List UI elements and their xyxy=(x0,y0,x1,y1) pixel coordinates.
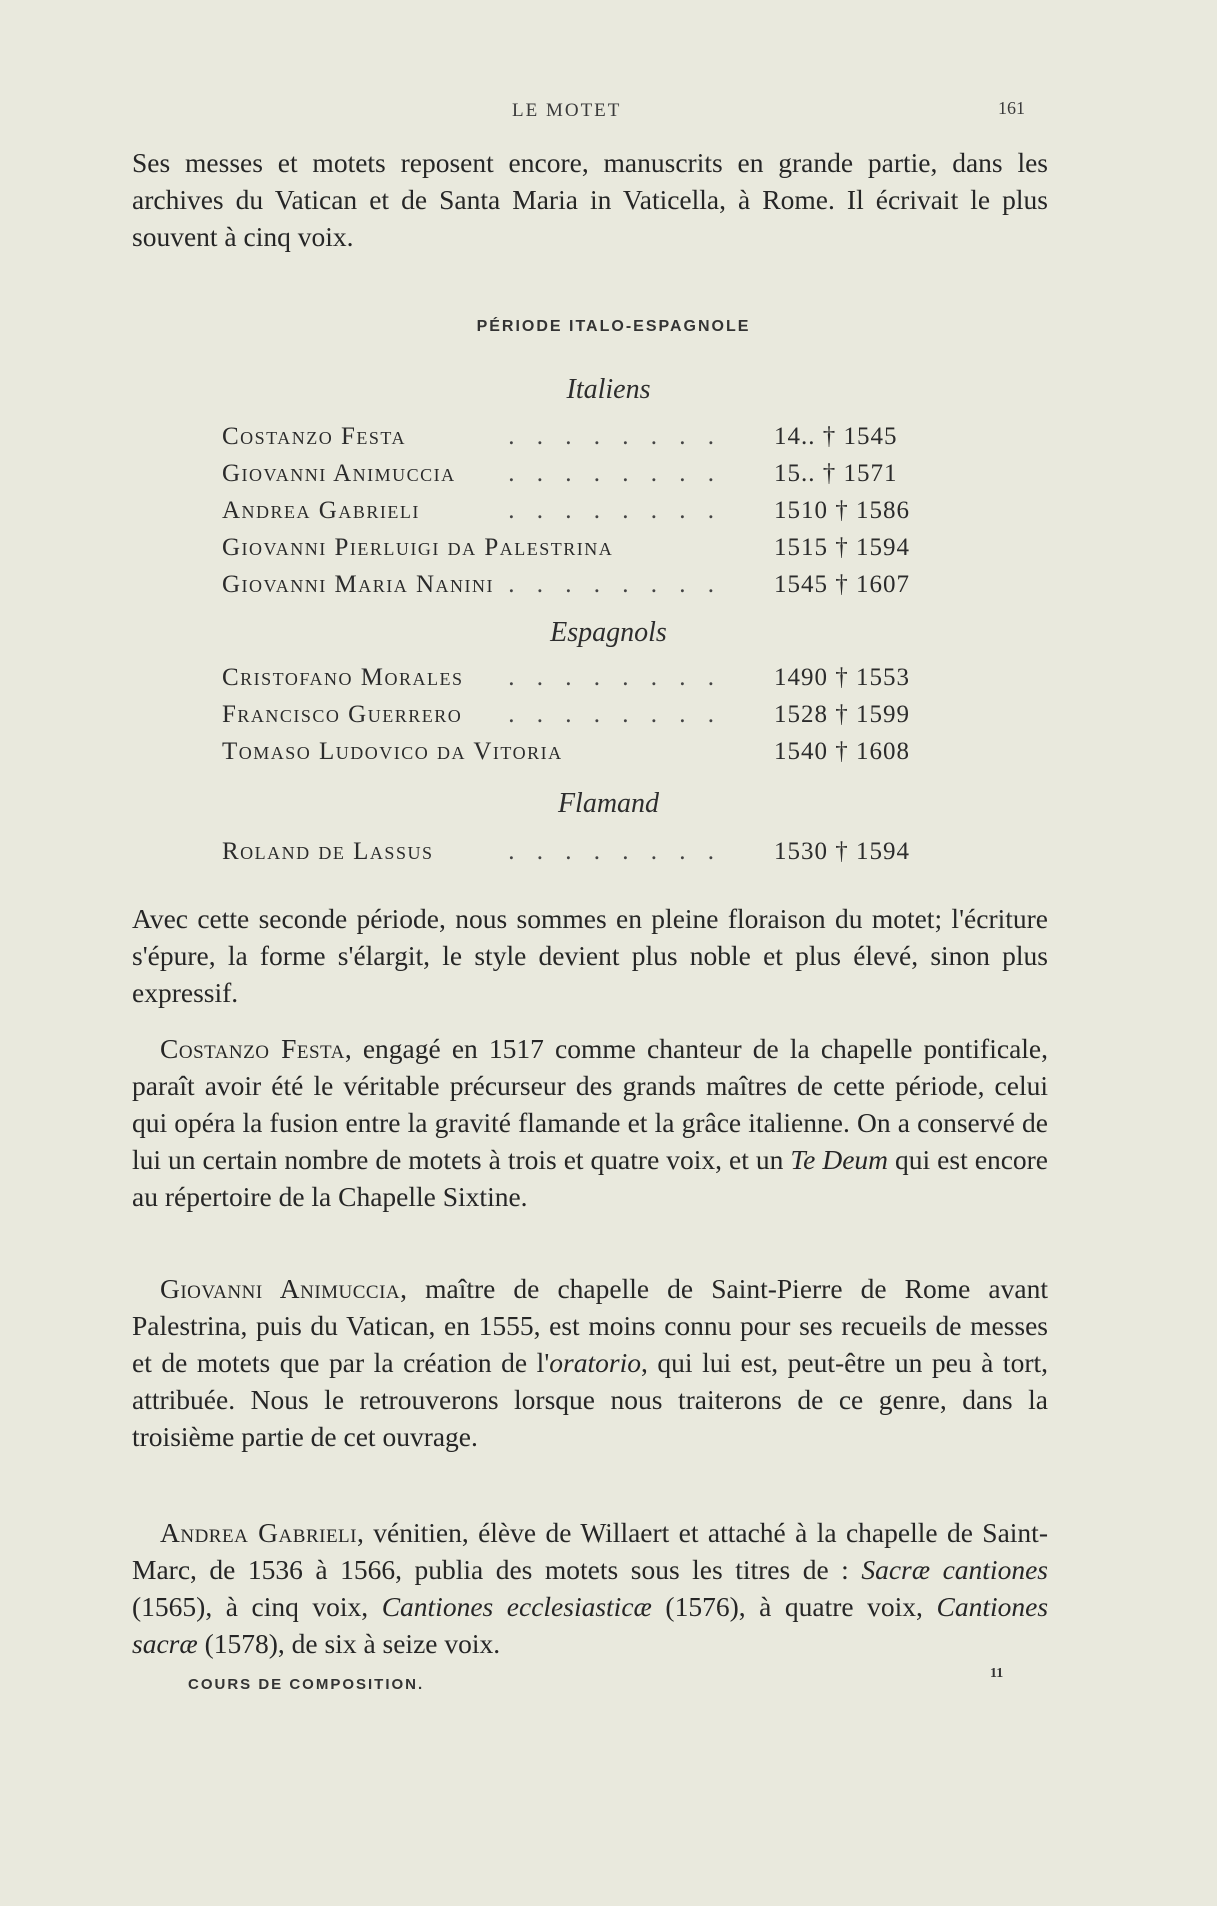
composer-dates: 1540 † 1608 xyxy=(774,738,910,765)
composer-list-flamand xyxy=(222,838,962,875)
composer-row xyxy=(222,423,962,460)
group-title-italiens: Italiens xyxy=(566,374,651,405)
composer-dates: 1530 † 1594 xyxy=(774,838,910,865)
composer-row xyxy=(222,460,962,497)
composer-row xyxy=(222,701,962,738)
intro-paragraph: Ses messes et motets reposent encore, manuscrits en grande partie, dans les archives du Vatican et de Santa Maria in Vaticella, à Rome. Il écrivait le plus souvent à cinq voix. xyxy=(132,147,1048,252)
dot-leader: . . . . . . . . xyxy=(508,571,722,598)
paragraph-text: (1576), à quatre voix, xyxy=(651,1591,937,1622)
section-heading: PÉRIODE ITALO-ESPAGNOLE xyxy=(476,318,751,335)
composer-dates: 14.. † 1545 xyxy=(774,423,898,450)
paragraph-text: , engagé en 1517 comme chanteur de la chapelle pontificale, paraît avoir été le véritable précurseur des grands maîtres de cette période, celui qui opéra la fusion entre la gravité flamande et la grâce italienne. On a conservé de lui un certain nombre de motets à trois et quatre voix, et un xyxy=(132,1033,1048,1175)
composer-name: Tomaso Ludovico da Vitoria xyxy=(222,738,563,765)
paragraph-gabrieli xyxy=(132,1514,1048,1662)
dot-leader: . . . . . . . . xyxy=(508,497,722,524)
work-title: Te Deum xyxy=(790,1144,889,1175)
paragraph-text: , maître de chapelle de Saint-Pierre de Rome avant Palestrina, puis du Vatican, en 1555, est moins connu pour ses recueils de messes et de motets que par la création de l' xyxy=(132,1273,1048,1378)
composer-name-festa: Costanzo Festa xyxy=(160,1033,345,1064)
composer-name: Giovanni Animuccia xyxy=(222,460,456,487)
group-title-espagnols: Espagnols xyxy=(550,617,667,648)
paragraph-festa xyxy=(132,1030,1048,1215)
work-title: Sacræ cantiones xyxy=(861,1554,1048,1585)
composer-dates: 1490 † 1553 xyxy=(774,664,910,691)
composer-row xyxy=(222,664,962,701)
page-footer xyxy=(0,1666,1217,1706)
composer-name: Francisco Guerrero xyxy=(222,701,463,728)
paragraph-text: (1578), de six à seize voix. xyxy=(197,1628,501,1659)
composer-list-italiens xyxy=(222,423,962,608)
composer-row xyxy=(222,534,962,571)
page-number: 161 xyxy=(998,98,1025,118)
composer-row xyxy=(222,497,962,534)
paragraph-text: , vénitien, élève de Willaert et attaché à la chapelle de Saint-Marc, de 1536 à 1566, publia des motets sous les titres de : xyxy=(132,1517,1048,1585)
paragraph-text: , qui lui est, peut-être un peu à tort, attribuée. Nous le retrouverons lorsque nous traiterons de ce genre, dans la troisième partie de cet ouvrage. xyxy=(132,1347,1048,1452)
running-head xyxy=(0,100,1217,130)
composer-row xyxy=(222,738,962,775)
paragraph-text: qui est encore au répertoire de la Chapelle Sixtine. xyxy=(132,1144,1049,1212)
composer-dates: 1515 † 1594 xyxy=(774,534,910,561)
composer-list-espagnols xyxy=(222,664,962,775)
paragraph-seconde-periode: Avec cette seconde période, nous sommes en pleine floraison du motet; l'écriture s'épure, la forme s'élargit, le style devient plus noble et plus élevé, sinon plus expressif. xyxy=(132,903,1048,1008)
composer-name-gabrieli: Andrea Gabrieli xyxy=(160,1517,357,1548)
work-title: Cantiones ecclesiasticæ xyxy=(381,1591,652,1622)
dot-leader: . . . . . . . . xyxy=(508,701,722,728)
work-title: Cantiones sacræ xyxy=(132,1591,1049,1659)
group-title-flamand: Flamand xyxy=(557,788,660,819)
composer-row xyxy=(222,838,962,875)
composer-name: Costanzo Festa xyxy=(222,423,406,450)
dot-leader: . . . . . . . . xyxy=(508,460,722,487)
signature-mark: 11 xyxy=(990,1666,1004,1681)
composer-name: Giovanni Pierluigi da Palestrina xyxy=(222,534,614,561)
composer-name: Cristofano Morales xyxy=(222,664,464,691)
genre-term: oratorio xyxy=(549,1347,641,1378)
dot-leader: . . . . . . . . xyxy=(508,664,722,691)
composer-row xyxy=(222,571,962,608)
composer-name: Andrea Gabrieli xyxy=(222,497,420,524)
composer-dates: 1510 † 1586 xyxy=(774,497,910,524)
composer-name-animuccia: Giovanni Animuccia xyxy=(160,1273,401,1304)
composer-dates: 1545 † 1607 xyxy=(774,571,910,598)
paragraph-animuccia xyxy=(132,1270,1048,1455)
composer-name: Giovanni Maria Nanini xyxy=(222,571,494,598)
composer-dates: 1528 † 1599 xyxy=(774,701,910,728)
footer-title: COURS DE COMPOSITION. xyxy=(188,1676,425,1693)
composer-name: Roland de Lassus xyxy=(222,838,434,865)
paragraph-text: (1565), à cinq voix, xyxy=(132,1591,382,1622)
dot-leader: . . . . . . . . xyxy=(508,838,722,865)
composer-dates: 15.. † 1571 xyxy=(774,460,898,487)
dot-leader: . . . . . . . . xyxy=(508,423,722,450)
running-title: LE MOTET xyxy=(512,100,622,121)
